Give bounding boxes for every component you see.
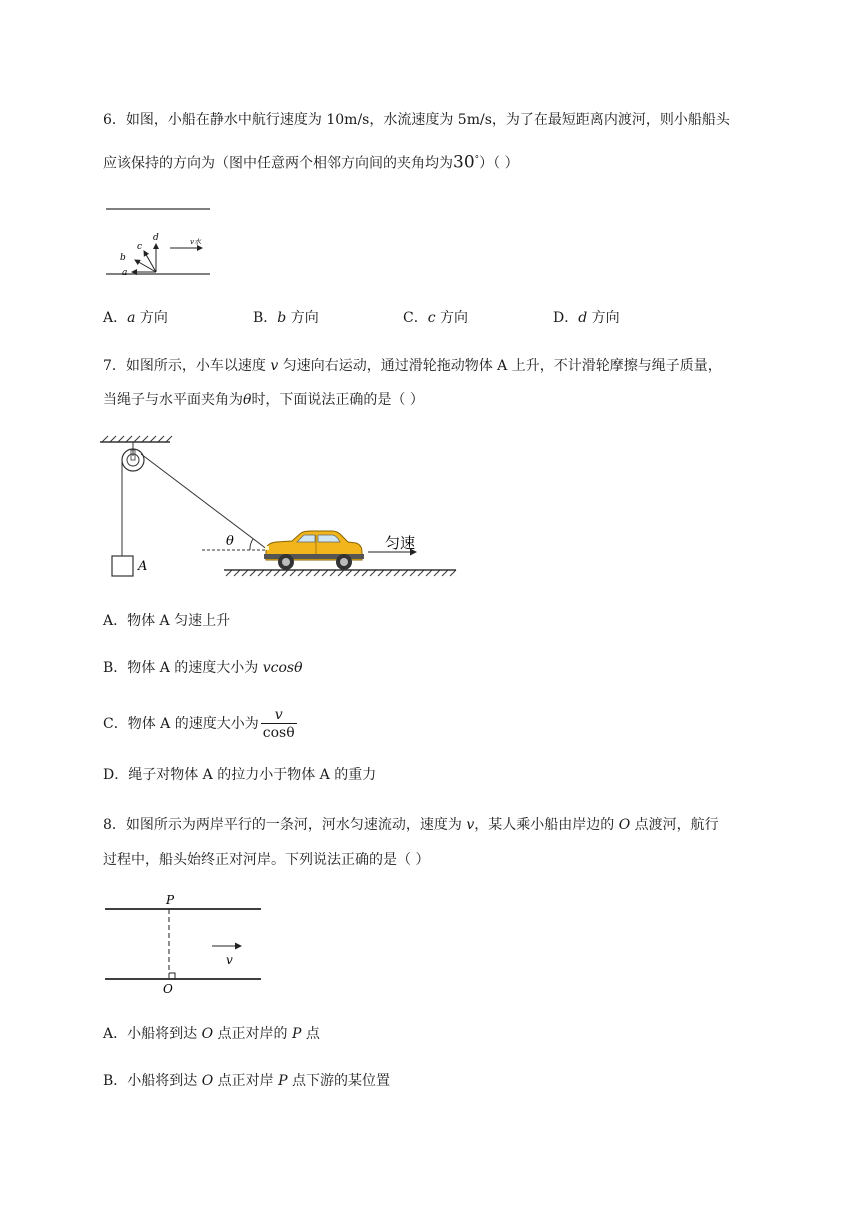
q7-block-label: A <box>138 559 148 574</box>
q8-stem-line2: 过程中，船头始终正对河岸。下列说法正确的是（ ） <box>103 852 430 868</box>
q6-option-d: D．d 方向 <box>553 310 620 326</box>
q6-label-d: d <box>153 233 159 243</box>
q7-option-b: B．物体 A 的速度大小为 vcosθ <box>103 660 303 676</box>
q6-label-flow: v水 <box>190 238 201 246</box>
q8-figure <box>105 892 265 996</box>
q7-theta-label: θ <box>226 534 234 549</box>
q7-ceiling <box>100 436 172 442</box>
q6-label-b: b <box>120 253 126 263</box>
q6-option-b: B．b 方向 <box>253 310 319 326</box>
q7-ground <box>224 570 456 576</box>
q8-label-p: P <box>166 893 175 907</box>
q7-stem-line1: 7．如图所示，小车以速度 v 匀速向右运动，通过滑轮拖动物体 A 上升，不计滑轮摩擦与绳子质量， <box>103 358 722 374</box>
q7-fraction: $\frac{v}{\cos\theta}$ <box>262 706 295 741</box>
q6-stem-text: 应该保持的方向为（图中任意两个相邻方向间的夹角均为 <box>103 155 453 172</box>
q7-motion-label: 匀速 <box>385 534 416 552</box>
q8-option-b: B．小船将到达 O 点正对岸 P 点下游的某位置 <box>103 1073 391 1089</box>
q6-angle: 30 <box>453 152 475 173</box>
q7-pulley <box>122 442 144 471</box>
q6-label-a: a <box>122 268 128 278</box>
q7-rope-slanted <box>141 454 268 550</box>
q6-stem-line2 <box>103 150 519 174</box>
q7-stem-line2: 当绳子与水平面夹角为θ时，下面说法正确的是（ ） <box>103 392 424 408</box>
q8-option-a: A．小船将到达 O 点正对岸的 P 点 <box>103 1026 320 1042</box>
q7-figure <box>100 432 462 580</box>
q8-label-o: O <box>163 982 173 996</box>
q6-figure <box>106 204 212 278</box>
q7-angle-arc <box>250 539 253 550</box>
q6-stem-paren: ）（ ） <box>479 155 519 172</box>
q6-option-a: A．a 方向 <box>103 310 168 326</box>
q7-car-icon <box>264 531 364 570</box>
q8-right-angle <box>169 973 175 979</box>
q8-stem-line1: 8．如图所示为两岸平行的一条河，河水匀速流动，速度为 v，某人乘小船由岸边的 O 点渡河，航行 <box>103 817 719 833</box>
q7-option-d: D．绳子对物体 A 的拉力小于物体 A 的重力 <box>103 767 377 783</box>
q7-option-a: A．物体 A 匀速上升 <box>103 613 231 629</box>
q6-degree: ° <box>474 155 480 165</box>
q7-option-c: C．物体 A 的速度大小为 $\frac{v}{\cos\theta}$ <box>103 706 295 741</box>
q6-label-c: c <box>137 242 143 252</box>
q6-stem-line1: 6．如图，小船在静水中航行速度为 10m/s，水流速度为 5m/s，为了在最短距离内渡河，则小船船头 <box>103 112 730 128</box>
q7-block-a <box>112 556 133 576</box>
q6-option-c: C．c 方向 <box>403 310 469 326</box>
q8-label-v: v <box>226 953 233 967</box>
